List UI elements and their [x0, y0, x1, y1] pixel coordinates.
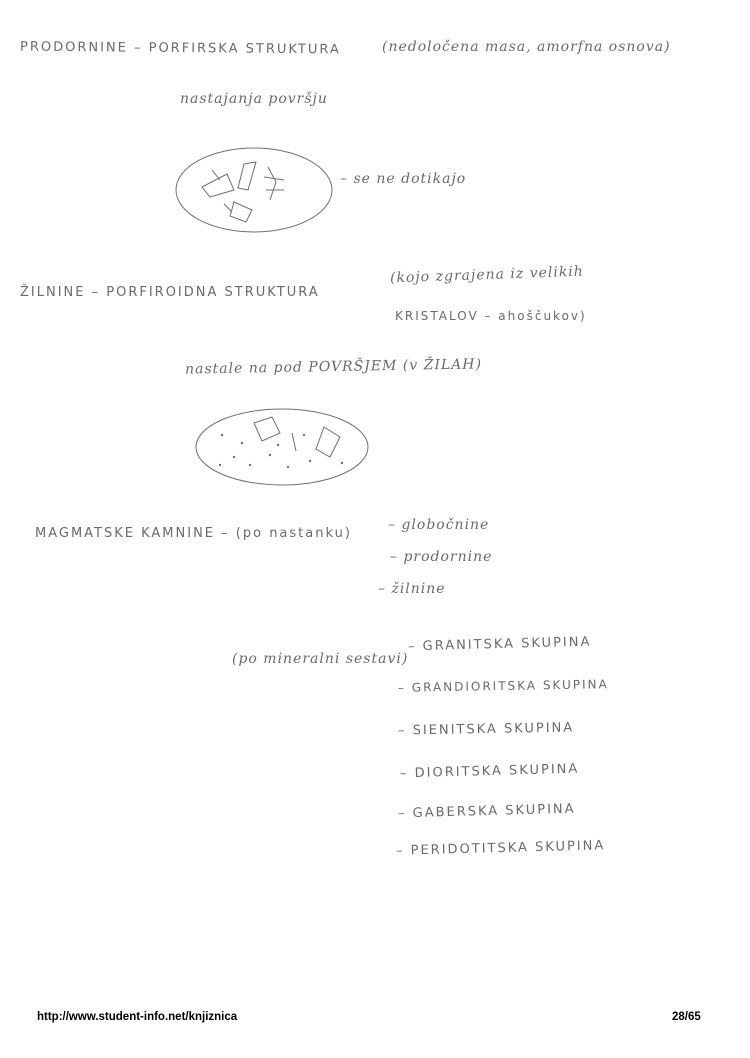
skupina-item-2: – GRANDIORITSKA SKUPINA [397, 677, 609, 695]
kamnine-item-1: – globočnine [388, 517, 490, 533]
note-zilnine-line3: nastale na pod POVRŠJEM (v ŽILAH) [184, 356, 483, 378]
kamnine-item-2: – prodornine [390, 549, 493, 565]
dot-9 [341, 462, 343, 464]
heading-prodornine: PRODORNINE – PORFIRSKA STRUKTURA [19, 39, 341, 58]
sketch-ellipse-2 [196, 409, 368, 485]
kamnine-item-3: – žilnine [378, 581, 446, 597]
dot-2 [233, 456, 235, 458]
dot-4 [249, 464, 251, 466]
note-prodornine-line2: nastajanja površju [180, 91, 328, 107]
skupine-lead: (po mineralni sestavi) [232, 651, 409, 667]
porphyritic-sketch [172, 142, 342, 242]
dot-8 [309, 460, 311, 462]
sketch-label-1: – se ne dotikajo [340, 171, 467, 187]
dot-6 [287, 466, 289, 468]
footer-url: http://www.student-info.net/knjiznica [37, 1011, 238, 1023]
dot-5 [269, 454, 271, 456]
sketch-ellipse-1 [176, 148, 332, 232]
skupina-item-4: – DIORITSKA SKUPINA [399, 761, 580, 782]
heading-magmatske-kamnine: MAGMATSKE KAMNINE – (po nastanku) [35, 526, 352, 541]
dot-7 [303, 434, 305, 436]
crystal-8 [292, 433, 296, 451]
skupina-item-6: – PERIDOTITSKA SKUPINA [395, 838, 606, 859]
heading-zilnine: ŽILNINE – PORFIROIDNA STRUKTURA [20, 285, 320, 300]
note-zilnine-paren: (kojo zgrajena iz velikih [389, 263, 585, 287]
crystal-3 [264, 167, 284, 200]
dot-11 [277, 444, 279, 446]
skupina-item-1: – GRANITSKA SKUPINA [407, 634, 592, 655]
dot-1 [221, 434, 223, 436]
crystal-7 [316, 427, 340, 457]
skupina-item-3: – SIENITSKA SKUPINA [397, 720, 575, 739]
crystal-6 [254, 417, 280, 441]
dot-3 [241, 442, 243, 444]
footer-page-number: 28/65 [672, 1011, 701, 1023]
note-zilnine-line2: KRISTALOV – ahoščukov) [395, 309, 587, 323]
dot-10 [219, 464, 221, 466]
crystal-2 [238, 162, 256, 190]
porphyroid-sketch [192, 405, 372, 495]
crystal-4 [230, 202, 252, 222]
skupina-item-5: – GABERSKA SKUPINA [397, 801, 576, 822]
note-prodornine-paren: (nedoločena masa, amorfna osnova) [382, 39, 671, 55]
